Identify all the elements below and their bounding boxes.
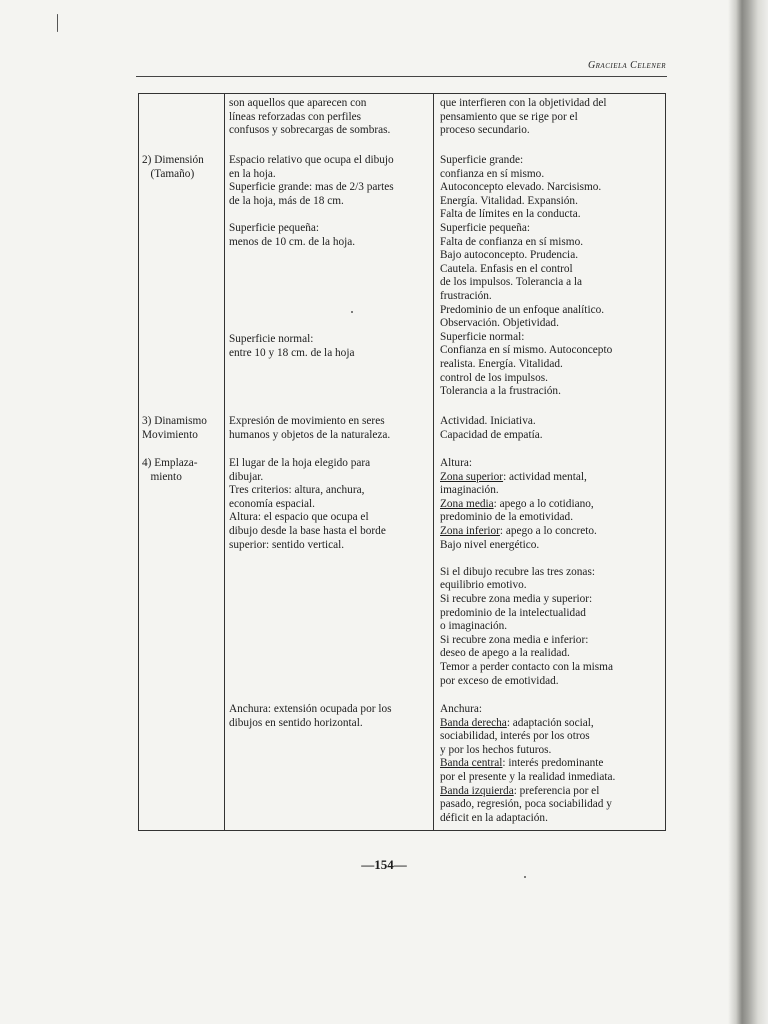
text-line: frustración. xyxy=(440,289,492,302)
text-line: líneas reforzadas con perfiles xyxy=(229,110,362,123)
text-line: equilibrio emotivo. xyxy=(440,579,527,592)
text-line: Superficie grande: xyxy=(440,154,524,166)
content-table xyxy=(138,93,666,831)
text-line: Altura: el espacio que ocupa el xyxy=(229,511,369,524)
text-line: Autoconcepto elevado. Narcisismo. xyxy=(440,181,602,194)
text-line: 4) Emplaza- xyxy=(142,457,198,469)
text-line: predominio de la intelectualidad xyxy=(440,606,586,619)
text-line: Energía. Vitalidad. Expansión. xyxy=(440,194,578,207)
text-line: Zona superior: actividad mental, xyxy=(440,470,587,483)
text-line: Anchura: xyxy=(440,703,483,715)
text-line: confianza en sí mismo. xyxy=(440,167,545,180)
text-line: proceso secundario. xyxy=(440,124,530,137)
table-cell-col2 xyxy=(229,333,434,360)
text-line xyxy=(440,552,666,566)
text-line: confusos y sobrecargas de sombras. xyxy=(229,124,391,137)
text-line: Bajo nivel energético. xyxy=(440,538,540,551)
running-header: Graciela Celener xyxy=(587,60,666,71)
text-line: Falta de confianza en sí mismo. xyxy=(440,235,584,248)
text-line: sociabilidad, interés por los otros xyxy=(440,730,590,743)
table-cell-col2 xyxy=(229,703,434,730)
table-cell-col1 xyxy=(142,457,224,484)
table-cell-col3 xyxy=(440,703,666,825)
text-line: Bajo autoconcepto. Prudencia. xyxy=(440,249,579,262)
table-cell-col3 xyxy=(440,415,666,442)
table-cell-col3 xyxy=(440,457,666,688)
table-cell-col1 xyxy=(142,154,224,181)
text-line: Cautela. Enfasis en el control xyxy=(440,262,573,275)
table-cell-col3 xyxy=(440,97,666,138)
text-line: Falta de límites en la conducta. xyxy=(440,208,581,221)
header-rule xyxy=(136,76,667,77)
text-line: Si recubre zona media y superior: xyxy=(440,592,593,605)
text-line: Banda central: interés predominante xyxy=(440,757,604,770)
text-line: en la hoja. xyxy=(229,167,276,180)
text-line: Si recubre zona media e inferior: xyxy=(440,633,589,646)
text-line: 3) Dinamismo xyxy=(142,415,207,427)
text-line: por exceso de emotividad. xyxy=(440,674,559,687)
text-line: menos de 10 cm. de la hoja. xyxy=(229,235,356,248)
text-line: Altura: xyxy=(440,457,472,469)
text-line: Si el dibujo recubre las tres zonas: xyxy=(440,565,595,578)
scan-mark xyxy=(57,14,58,32)
text-line: Zona media: apego a lo cotidiano, xyxy=(440,497,594,510)
text-line: Predominio de un enfoque analítico. xyxy=(440,303,605,316)
text-line: y por los hechos futuros. xyxy=(440,743,552,756)
text-line: Expresión de movimiento en seres xyxy=(229,415,385,427)
text-line: Espacio relativo que ocupa el dibujo xyxy=(229,154,394,166)
text-line: de la hoja, más de 18 cm. xyxy=(229,194,344,207)
text-line: Actividad. Iniciativa. xyxy=(440,415,536,427)
text-line: Superficie normal: xyxy=(229,333,314,345)
text-line: superior: sentido vertical. xyxy=(229,538,345,551)
text-line: Capacidad de empatía. xyxy=(440,428,543,441)
text-line: deseo de apego a la realidad. xyxy=(440,647,570,660)
text-line: déficit en la adaptación. xyxy=(440,811,548,824)
text-line: El lugar de la hoja elegido para xyxy=(229,457,371,469)
text-line xyxy=(229,208,434,222)
text-line: Zona inferior: apego a lo concreto. xyxy=(440,524,597,537)
text-line: Confianza en sí mismo. Autoconcepto xyxy=(440,344,613,357)
text-line: Superficie grande: mas de 2/3 partes xyxy=(229,181,394,194)
table-cell-col2 xyxy=(229,415,434,442)
text-line: Anchura: extensión ocupada por los xyxy=(229,703,392,715)
text-line: Superficie pequeña: xyxy=(229,221,320,234)
text-line: dibujos en sentido horizontal. xyxy=(229,716,363,729)
text-line: realista. Energía. Vitalidad. xyxy=(440,357,563,370)
text-line: Tolerancia a la frustración. xyxy=(440,385,561,398)
text-line: Movimiento xyxy=(142,428,198,441)
text-line: Observación. Objetividad. xyxy=(440,317,559,330)
column-divider-1 xyxy=(224,94,225,830)
text-line: predominio de la emotividad. xyxy=(440,511,574,524)
text-line: Superficie pequeña: xyxy=(440,221,531,234)
text-line: humanos y objetos de la naturaleza. xyxy=(229,428,391,441)
text-line: pasado, regresión, poca sociabilidad y xyxy=(440,798,612,811)
text-line: control de los impulsos. xyxy=(440,371,548,384)
text-line: miento xyxy=(142,470,182,483)
table-cell-col2 xyxy=(229,457,434,552)
text-line: o imaginación. xyxy=(440,620,508,633)
table-cell-col2 xyxy=(229,97,434,138)
table-cell-col1 xyxy=(142,415,224,442)
text-line: Temor a perder contacto con la misma xyxy=(440,660,613,673)
text-line: (Tamaño) xyxy=(142,167,195,180)
text-line: que interfieren con la objetividad del xyxy=(440,97,607,109)
text-line: Superficie normal: xyxy=(440,330,525,343)
text-line: dibujo desde la base hasta el borde xyxy=(229,524,386,537)
text-line: pensamiento que se rige por el xyxy=(440,110,578,123)
text-line: por el presente y la realidad inmediata. xyxy=(440,770,616,783)
text-line: Banda izquierda: preferencia por el xyxy=(440,784,600,797)
scan-speck xyxy=(351,311,353,313)
scan-speck xyxy=(524,876,526,878)
text-line: entre 10 y 18 cm. de la hoja xyxy=(229,346,355,359)
text-line: 2) Dimensión xyxy=(142,154,204,166)
text-line: dibujar. xyxy=(229,470,264,483)
text-line: Tres criterios: altura, anchura, xyxy=(229,484,365,497)
text-line: son aquellos que aparecen con xyxy=(229,97,367,109)
table-cell-col3 xyxy=(440,154,666,399)
page-number: —154— xyxy=(361,857,407,872)
text-line: de los impulsos. Tolerancia a la xyxy=(440,276,583,289)
text-line: Banda derecha: adaptación social, xyxy=(440,716,594,729)
table-cell-col2 xyxy=(229,154,434,249)
text-line: economía espacial. xyxy=(229,497,315,510)
text-line: imaginación. xyxy=(440,484,499,497)
